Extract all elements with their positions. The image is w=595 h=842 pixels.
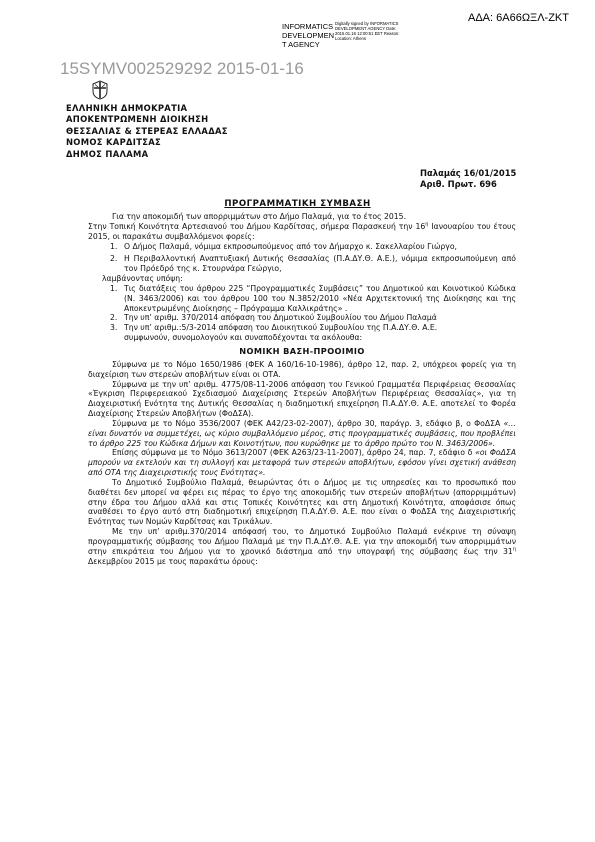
ada-code: ΑΔΑ: 6Α66ΩΞΛ-ΖΚΤ: [468, 12, 569, 24]
document-title: ΠΡΟΓΡΑΜΜΑΤΙΚΗ ΣΥΜΒΑΣΗ: [224, 199, 371, 209]
ordinal-superscript: η: [425, 221, 429, 228]
considering-label: λαμβάνοντας υπόψη:: [102, 274, 183, 284]
consideration-text: Την υπ’ αριθμ.:5/3-2014 απόφαση του Διοικητικού Συμβουλίου της Π.Α.ΔΥ.Θ. Α.Ε.: [124, 323, 438, 333]
party-text: Ο Δήμος Παλαμά, νόμιμα εκπροσωπούμενος από τον Δήμαρχο κ. Σακελλαρίου Γιώργο,: [124, 241, 458, 251]
consideration-item: 3. Την υπ’ αριθμ.:5/3-2014 απόφαση του Διοικητικού Συμβουλίου της Π.Α.ΔΥ.Θ. Α.Ε.: [110, 323, 438, 333]
law-quote: «οι ΦοΔΣΑ μπορούν να εκτελούν και τη συλλογή και μεταφορά των στερεών αποβλήτων, εφόσον γίνει σχετική ανάθεση από ΟΤΑ της Διαχειριστικής τους Ενότητας».: [88, 448, 516, 478]
consideration-item: 1. Τις διατάξεις του άρθρου 225 “Προγραμματικές Συμβάσεις” του Δημοτικού και Κοινοτικού Κώδικα (Ν. 3463/2006) και του άρθρου 100 του Ν.3852/2010 «Νέα Αρχιτεκτονική της Διοίκησης και της Αποκεντρωμένης Διοίκησης – Πρόγραμμα Καλλικράτης» .: [110, 283, 516, 313]
law-paragraph: Σύμφωνα με την υπ’ αριθμ. 4775/08-11-2006 απόφαση του Γενικού Γραμματέα Περιφέρειας Θεσσαλίας «Έγκριση Περιφερειακού Σχεδιασμού Διαχείρισης Στερεών Αποβλήτων Περιφέρειας Θεσσαλίας», για τη Διαχειριστική Ενότητα της Δυτικής Θεσσαλίας η διαδημοτική επιχείρηση Π.Α.ΔΥ.Θ. Α.Ε. αποτελεί το Φορέα Διαχείρισης Στερεών Αποβλήτων (ΦοΔΣΑ).: [88, 379, 516, 419]
greek-emblem-icon: [90, 80, 110, 100]
law-text: Επίσης σύμφωνα με το Νόμο 3613/2007 (ΦΕΚ Α263/23-11-2007), άρθρο 24, παρ. 7, εδάφιο δ: [112, 448, 476, 458]
header-line: ΘΕΣΣΑΛΙΑΣ & ΣΤΕΡΕΑΣ ΕΛΛΑΔΑΣ: [66, 125, 228, 136]
header-line: ΕΛΛΗΝΙΚΗ ΔΗΜΟΚΡΑΤΙΑ: [66, 103, 188, 113]
document-id: 15SYMV002529292 2015-01-16: [60, 59, 304, 78]
header-line: ΔΗΜΟΣ ΠΑΛΑΜΑ: [66, 148, 149, 159]
header-line: ΑΠΟΚΕΝΤΡΩΜΕΝΗ ΔΙΟΙΚΗΣΗ: [66, 114, 209, 125]
consideration-item: 2. Την υπ’ αριθμ. 370/2014 απόφαση του Δημοτικού Συμβουλίου του Δήμου Παλαμά: [110, 313, 437, 323]
header-line: ΝΟΜΟΣ ΚΑΡΔΙΤΣΑΣ: [66, 137, 162, 148]
protocol-number: Αριθ. Πρωτ. 696: [420, 179, 497, 189]
place-date-block: [420, 168, 516, 190]
law-paragraph: Σύμφωνα με το Νόμο 1650/1986 (ΦΕΚ Α 160/16-10-1986), άρθρο 12, παρ. 2, υπόχρεοι φορείς για τη διαχείριση των στερεών αποβλήτων είναι οι ΟΤΑ.: [88, 359, 516, 379]
law-paragraph: Το Δημοτικό Συμβούλιο Παλαμά, θεωρώντας ότι ο Δήμος με τις υπηρεσίες και το προσωπικό που διαθέτει δεν μπορεί να φέρει εις πέρας το έργο της αποκομιδής των στερεών αποβλήτων (απορριμμάτων) στην έδρα του Δήμου αλλά και στις Τοπικές Κοινότητες και στη Δημοτική Κοινότητα, αποφάσισε όπως αναθέσει το έργο αυτό στη διαδημοτική επιχείρηση Π.Α.ΔΥ.Θ. Α.Ε. που είναι ο ΦοΔΣΑ της Διαχειριστικής Ενότητας των Νομών Καρδίτσας και Τρικάλων.: [88, 477, 516, 527]
opening-text-start: Στην Τοπική Κοινότητα Αρτεσιανού του Δήμου Καρδίτσας, σήμερα Παρασκευή την 16: [88, 221, 426, 231]
intro-paragraph: Για την αποκομιδή των απορριμμάτων στο Δήμο Παλαμά, για το έτος 2015.: [112, 212, 407, 221]
parties-list: [102, 242, 516, 275]
consideration-text: Την υπ’ αριθμ. 370/2014 απόφαση του Δημοτικού Συμβουλίου του Δήμου Παλαμά: [124, 313, 437, 323]
law-text: Σύμφωνα με το Νόμο 3536/2007 (ΦΕΚ Α42/23-02-2007), άρθρο 30, παράγρ. 3, εδάφιο β, ο ΦοΔΣΑ: [112, 418, 504, 428]
law-quote: «…είναι δυνατόν να συμμετέχει, ως κύριο συμβαλλόμενο μέρος, στις προγραμματικές συμβάσεις, που προβλέπει το άρθρο 225 του Κώδικα Δήμων και Κοινοτήτων, που κυρώθηκε με το άρθρο πρώτο του Ν. 3463/2006».: [88, 418, 516, 448]
agency-name: INFORMATICS DEVELOPMEN T AGENCY: [282, 22, 335, 49]
party-item: 2. Η Περιβαλλοντική Αναπτυξιακή Δυτικής Θεσσαλίας (Π.Α.ΔΥ.Θ. Α.Ε.), νόμιμα εκπροσωπούμενη από τον Πρόεδρό της κ. Στουρνάρα Γεώργιο,: [110, 254, 516, 274]
agreement-line: συμφωνούν, συνομολογούν και συναποδέχονται τα ακόλουθα:: [124, 333, 363, 343]
digital-signature-block: Digitally signed by INFORMATICS DEVELOPMENT AGENCY Date: 2015.01.16 12:00:51 EET Reason: Location: Athens: [335, 21, 400, 41]
law-paragraph: [88, 527, 516, 566]
law-text: Με την υπ’ αριθμ.370/2014 απόφασή του, το Δημοτικό Συμβούλιο Παλαμά ενέκρινε τη σύναψη προγραμματικής σύμβασης του Δήμου Παλαμά με την Π.Α.ΔΥ.Θ. Α.Ε. για την αποκομιδή των απορριμμάτων στην επικράτεια του Δήμου για το χρονικό διάστημα από την υπογραφή της σύμβασης έως την 31: [88, 527, 516, 556]
consideration-text: Τις διατάξεις του άρθρου 225 “Προγραμματικές Συμβάσεις” του Δημοτικού και Κοινοτικού Κώδικα (Ν. 3463/2006) και του άρθρου 100 του Ν.3852/2010 «Νέα Αρχιτεκτονική της Διοίκησης και της Αποκεντρωμένης Διοίκησης – Πρόγραμμα Καλλικράτης» .: [124, 283, 516, 313]
party-item: 1. Ο Δήμος Παλαμά, νόμιμα εκπροσωπούμενος από τον Δήμαρχο κ. Σακελλαρίου Γιώργο,: [110, 241, 458, 251]
ordinal-superscript: η: [512, 546, 516, 553]
document-body: [88, 212, 516, 567]
opening-paragraph: [88, 222, 516, 242]
opening-text-end: Ιανουαρίου του έτους 2015, οι παρακάτω συμβαλλόμενοι φορείς:: [88, 221, 516, 241]
issuer-header: [66, 103, 228, 160]
section-subtitle: ΝΟΜΙΚΗ ΒΑΣΗ-ΠΡΟΟΙΜΙΟ: [239, 345, 365, 356]
party-text: Η Περιβαλλοντική Αναπτυξιακή Δυτικής Θεσσαλίας (Π.Α.ΔΥ.Θ. Α.Ε.), νόμιμα εκπροσωπούμενη από τον Πρόεδρό της κ. Στουρνάρα Γεώργιο,: [124, 254, 516, 274]
law-paragraph: [88, 419, 516, 449]
considerations-list: [102, 284, 516, 333]
law-text: Δεκεμβρίου 2015 με τους παρακάτω όρους:: [88, 556, 258, 566]
place-date: Παλαμάς 16/01/2015: [420, 168, 517, 178]
law-paragraph: [88, 448, 516, 478]
